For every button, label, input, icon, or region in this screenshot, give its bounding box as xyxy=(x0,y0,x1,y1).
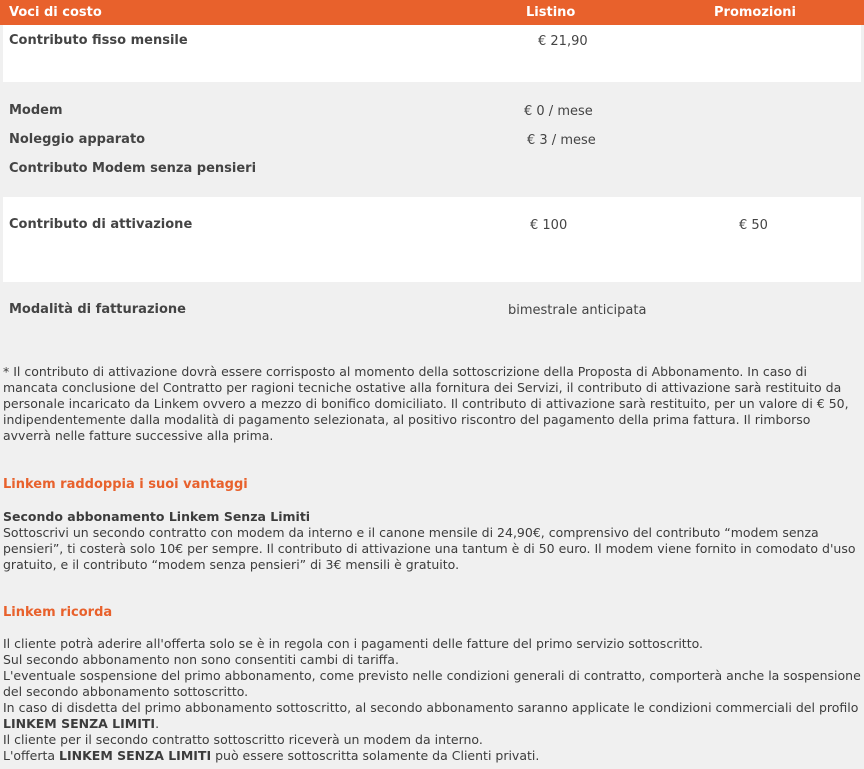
ricorda-line4-bold: LINKEM SENZA LIMITI xyxy=(3,716,156,731)
vantaggi-heading: Linkem raddoppia i suoi vantaggi xyxy=(3,477,248,492)
ricorda-line6-pre: L'offerta xyxy=(3,748,60,763)
ricorda-heading: Linkem ricorda xyxy=(3,605,113,620)
ricorda-line6-bold: LINKEM SENZA LIMITI xyxy=(59,748,212,763)
row-fatturazione xyxy=(3,282,861,337)
row-label-senza-pensieri: Contributo Modem senza pensieri xyxy=(9,161,257,176)
ricorda-line xyxy=(3,748,861,764)
vantaggi-body: Sottoscrivi un secondo contratto con modem da interno e il canone mensile di 24,90€, comprensivo del contributo “modem senza pensieri”, ti costerà solo 10€ per sempre. Il contributo di attivazione una tantum è di 50 euro. Il modem viene fornito in comodato d'uso gratuito, e il contributo “modem senza pensieri” di 3€ mensili è gratuito. xyxy=(3,525,856,572)
row-label: Modalità di fatturazione xyxy=(9,302,186,317)
ricorda-section xyxy=(3,636,861,764)
row-attivazione xyxy=(3,197,861,282)
header-voci-di-costo: Voci di costo xyxy=(9,5,102,20)
row-group-modem xyxy=(3,82,861,197)
row-contributo-fisso xyxy=(3,25,861,82)
ricorda-line4-pre: In caso di disdetta del primo abbonamento sottoscritto, al secondo abbonamento saranno applicate le condizioni commerciali del profilo xyxy=(3,700,859,715)
row-listino: bimestrale anticipata xyxy=(508,303,647,318)
header-promozioni: Promozioni xyxy=(714,5,797,20)
row-label: Contributo di attivazione xyxy=(9,217,193,232)
ricorda-line: Il cliente potrà aderire all'offerta solo se è in regola con i pagamenti delle fatture del primo servizio sottoscritto. xyxy=(3,636,704,651)
ricorda-line: L'eventuale sospensione del primo abbonamento, come previsto nelle condizioni generali di contratto, comporterà anche la sospensione del secondo abbonamento sottoscritto. xyxy=(3,668,861,699)
row-listino: € 100 xyxy=(530,218,568,233)
row-label: Contributo fisso mensile xyxy=(9,33,188,48)
row-promozione: € 50 xyxy=(739,218,768,233)
ricorda-line: Il cliente per il secondo contratto sottoscritto riceverà un modem da interno. xyxy=(3,732,483,747)
row-label-noleggio: Noleggio apparato xyxy=(9,132,146,147)
footnote: * Il contributo di attivazione dovrà essere corrisposto al momento della sottoscrizione della Proposta di Abbonamento. In caso di mancata conclusione del Contratto per ragioni tecniche ostative alla fornitura dei Servizi, il contributo di attivazione sarà restituito da personale incaricato da Linkem ovvero a mezzo di bonifico domiciliato. Il contributo di attivazione sarà restituito, per un valore di € 50, indipendentemente dalla modalità di pagamento selezionata, al positivo riscontro del pagamento della prima fattura. Il rimborso avverrà nelle fatture successive alla prima. xyxy=(3,364,849,443)
row-listino-modem: € 0 / mese xyxy=(524,104,593,119)
row-listino: € 21,90 xyxy=(538,34,588,49)
vantaggi-subheading: Secondo abbonamento Linkem Senza Limiti xyxy=(3,509,311,524)
row-listino-noleggio: € 3 / mese xyxy=(527,133,596,148)
vantaggi-section xyxy=(3,509,861,573)
ricorda-line4-post: . xyxy=(155,716,160,731)
header-listino: Listino xyxy=(526,5,576,20)
ricorda-line xyxy=(3,700,861,732)
row-label-modem: Modem xyxy=(9,103,63,118)
ricorda-line: Sul secondo abbonamento non sono consentiti cambi di tariffa. xyxy=(3,652,399,667)
table-header xyxy=(0,0,864,25)
ricorda-line6-post: può essere sottoscritta solamente da Clienti privati. xyxy=(211,748,540,763)
